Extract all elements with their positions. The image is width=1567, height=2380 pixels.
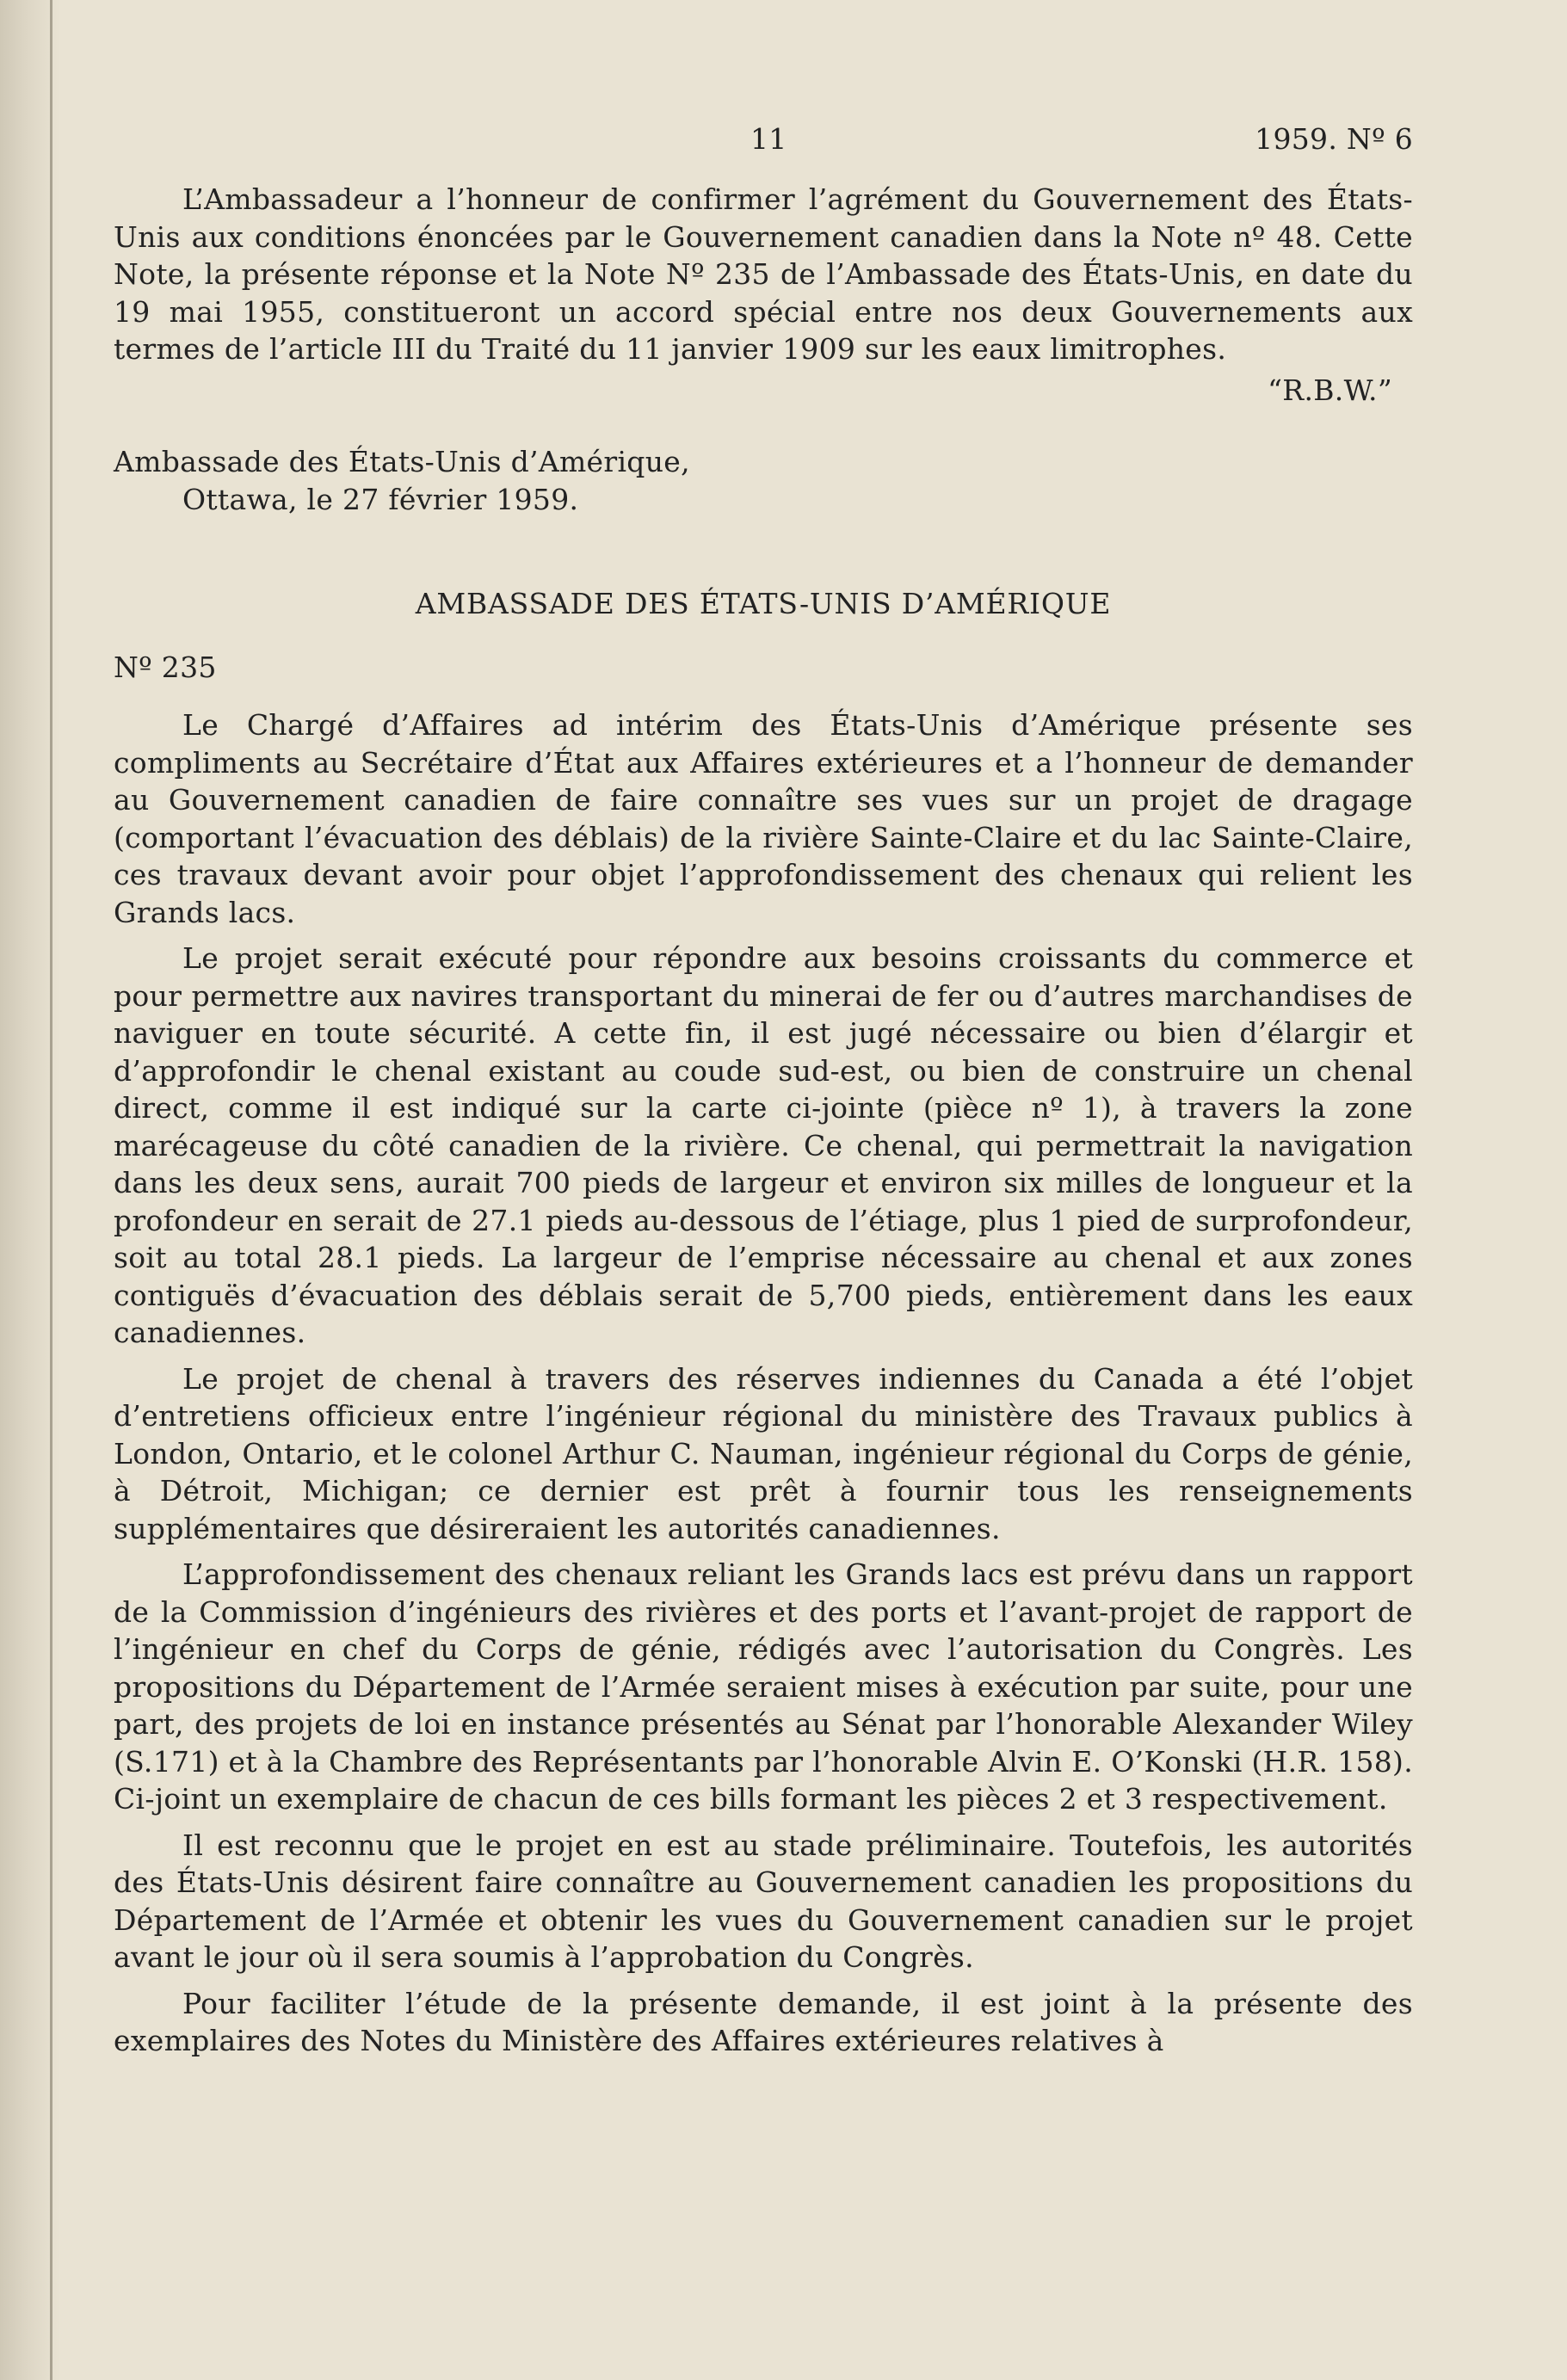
body-paragraph: Le Chargé d’Affaires ad intérim des États-Unis d’Amérique présente ses compliments au Secrétaire d’État aux Affaires extérieures et a l’honneur de demander au Gouvernement canadien de faire connaître ses vues sur un projet de dragage (comportant l’évacuation des déblais) de la rivière Sainte-Claire et du lac Sainte-Claire, ces travaux devant avoir pour objet l’approfondissement des chenaux qui relient les Grands lacs. — [114, 708, 1413, 929]
address-line-embassy: Ambassade des États-Unis d’Amérique, — [114, 445, 690, 478]
signature-initials: “R.B.W.” — [1268, 373, 1392, 407]
document-page — [114, 120, 1413, 2060]
page-binding-edge — [50, 0, 52, 2380]
embassy-heading: AMBASSADE DES ÉTATS-UNIS D’AMÉRIQUE — [415, 587, 1112, 620]
body-paragraph: Pour faciliter l’étude de la présente demande, il est joint à la présente des exemplaires des Notes du Ministère des Affaires extérieures relatives à — [114, 1986, 1413, 2057]
page-header — [114, 120, 1413, 172]
body-paragraph: Le projet de chenal à travers des réserves indiennes du Canada a été l’objet d’entretiens officieux entre l’ingénieur régional du ministère des Travaux publics à London, Ontario, et le colonel Arthur C. Nauman, ingénieur régional du Corps de génie, à Détroit, Michigan; ce dernier est prêt à fournir tous les renseignements supplémentaires que désireraient les autorités canadiennes. — [114, 1361, 1413, 1545]
page-number: 11 — [750, 122, 787, 156]
paragraph-agreement-confirmation: L’Ambassadeur a l’honneur de confirmer l’agrément du Gouvernement des États-Unis aux conditions énoncées par le Gouvernement canadien dans la Note nº 48. Cette Note, la présente réponse et la Note Nº 235 de l’Ambassade des États-Unis, en date du 19 mai 1955, constitueront un accord spécial entre nos deux Gouvernements aux termes de l’article III du Traité du 11 janvier 1909 sur les eaux limitrophes. — [114, 182, 1413, 366]
note-number: Nº 235 — [114, 650, 217, 684]
document-reference: 1959. Nº 6 — [1255, 122, 1413, 156]
body-paragraph: Le projet serait exécuté pour répondre aux besoins croissants du commerce et pour permettre aux navires transportant du minerai de fer ou d’autres marchandises de naviguer en toute sécurité. A cette fin, il est jugé nécessaire ou bien d’élargir et d’approfondir le chenal existant au coude sud-est, ou bien de construire un chenal direct, comme il est indiqué sur la carte ci-jointe (pièce nº 1), à travers la zone marécageuse du côté canadien de la rivière. Ce chenal, qui permettrait la navigation dans les deux sens, aurait 700 pieds de largeur et environ six milles de longueur et la profondeur en serait de 27.1 pieds au-dessous de l’étiage, plus 1 pied de surprofondeur, soit au total 28.1 pieds. La largeur de l’emprise nécessaire au chenal et aux zones contiguës d’évacuation des déblais serait de 5,700 pieds, entièrement dans les eaux canadiennes. — [114, 941, 1413, 1349]
body-paragraph: Il est reconnu que le projet en est au stade préliminaire. Toutefois, les autorités des États-Unis désirent faire connaître au Gouvernement canadien les propositions du Département de l’Armée et obtenir les vues du Gouvernement canadien sur le projet avant le jour où il sera soumis à l’approbation du Congrès. — [114, 1828, 1413, 1974]
body-paragraph: L’approfondissement des chenaux reliant les Grands lacs est prévu dans un rapport de la Commission d’ingénieurs des rivières et des ports et l’avant-projet de rapport de l’ingénieur en chef du Corps de génie, rédigés avec l’autorisation du Congrès. Les propositions du Département de l’Armée seraient mises à exécution par suite, pour une part, des projets de loi en instance présentés au Sénat par l’honorable Alexander Wiley (S.171) et à la Chambre des Représentants par l’honorable Alvin E. O’Konski (H.R. 158). Ci-joint un exemplaire de chacun de ces bills formant les pièces 2 et 3 respectivement. — [114, 1557, 1413, 1816]
address-line-place-date: Ottawa, le 27 février 1959. — [182, 482, 579, 516]
